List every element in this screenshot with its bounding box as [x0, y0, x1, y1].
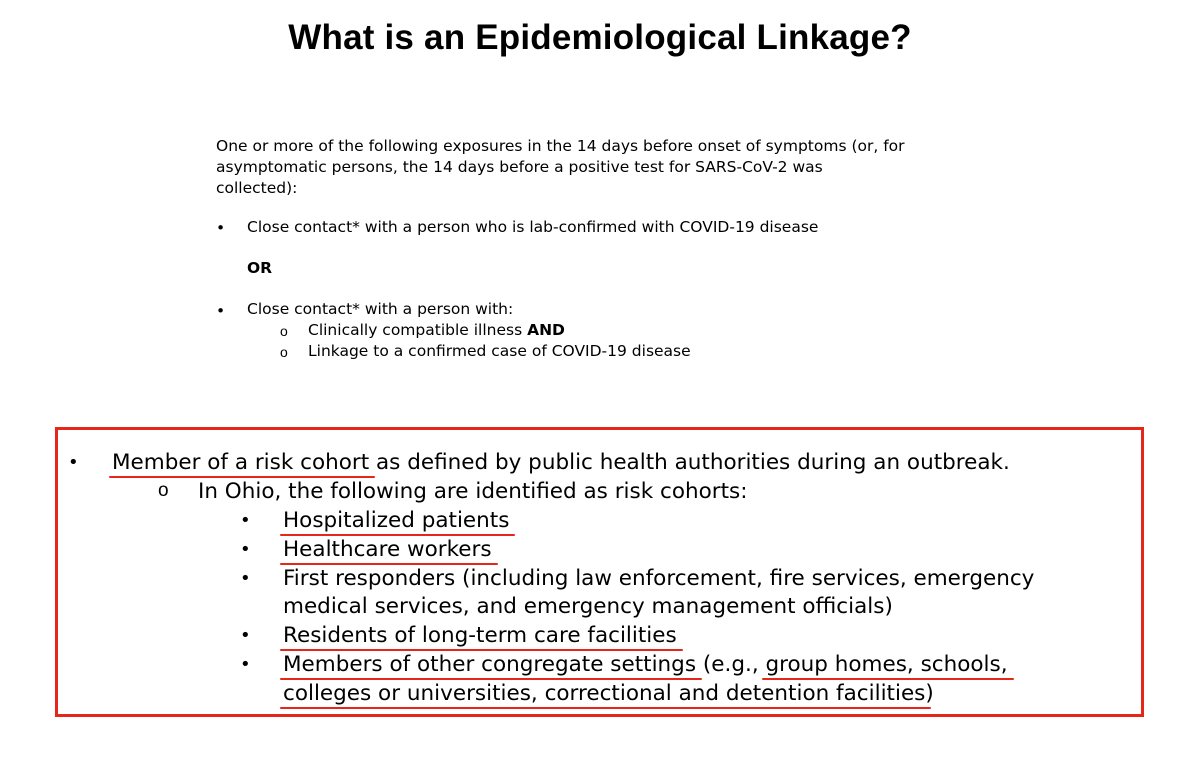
cohort-first-responders-line-1: First responders (including law enforcement, fire services, emergency — [283, 566, 1035, 591]
cohort-text: Members of other congregate settings — [283, 652, 697, 677]
intro-line-3: collected): — [216, 179, 298, 197]
bullet-dot-icon: • — [240, 568, 251, 589]
sub-item-linkage: Linkage to a confirmed case of COVID-19 disease — [308, 342, 691, 360]
intro-line-2: asymptomatic persons, the 14 days before a positive test for SARS-CoV-2 was — [216, 158, 823, 176]
cohort-long-term-care — [283, 622, 677, 650]
cohort-text-close: ) — [925, 681, 934, 706]
risk-cohort-rest: as defined by public health authorities during an outbreak. — [369, 450, 1010, 475]
bullet-dot-icon: • — [216, 302, 226, 320]
bullet-close-contact-confirmed: Close contact* with a person who is lab-confirmed with COVID-19 disease — [247, 218, 819, 236]
bullet-dot-icon: • — [216, 219, 226, 237]
bullet-dot-icon: • — [240, 654, 251, 675]
sub-bullet-icon: o — [280, 344, 288, 360]
cohort-text: Residents of long-term care facilities — [283, 623, 677, 648]
bullet-dot-icon: • — [240, 625, 251, 646]
cohort-text-examples: group homes, schools, — [765, 652, 1008, 677]
risk-cohort-term: Member of a risk cohort — [112, 450, 370, 475]
sub-bullet-icon: o — [158, 480, 169, 501]
definition-intro — [216, 136, 1016, 199]
sub-item-text: Clinically compatible illness — [308, 321, 528, 339]
or-label: OR — [247, 259, 273, 277]
risk-cohort-bullet — [112, 449, 1010, 477]
bullet-dot-icon: • — [68, 452, 79, 473]
cohort-congregate-settings-line-2 — [283, 680, 934, 708]
bullet-dot-icon: • — [240, 510, 251, 531]
ohio-cohorts-intro: In Ohio, the following are identified as risk cohorts: — [198, 479, 748, 504]
sub-bullet-icon: o — [280, 323, 288, 339]
cohort-hospitalized-patients — [283, 507, 509, 535]
cohort-healthcare-workers — [283, 536, 492, 564]
cohort-text-examples: colleges or universities, correctional and detention facilities — [283, 681, 926, 706]
cohort-first-responders-line-2: medical services, and emergency management officials) — [283, 594, 893, 619]
cohort-text: Hospitalized patients — [283, 508, 510, 533]
cohort-text-mid: (e.g., — [696, 652, 766, 677]
page-title: What is an Epidemiological Linkage? — [288, 18, 912, 57]
cohort-text: Healthcare workers — [283, 537, 492, 562]
bullet-close-contact-with: Close contact* with a person with: — [247, 300, 514, 318]
sub-item-clinically-compatible — [308, 321, 565, 339]
cohort-congregate-settings-line-1 — [283, 651, 1008, 679]
and-label: AND — [527, 321, 565, 339]
intro-line-1: One or more of the following exposures in the 14 days before onset of symptoms (or, for — [216, 137, 905, 155]
bullet-dot-icon: • — [240, 539, 251, 560]
